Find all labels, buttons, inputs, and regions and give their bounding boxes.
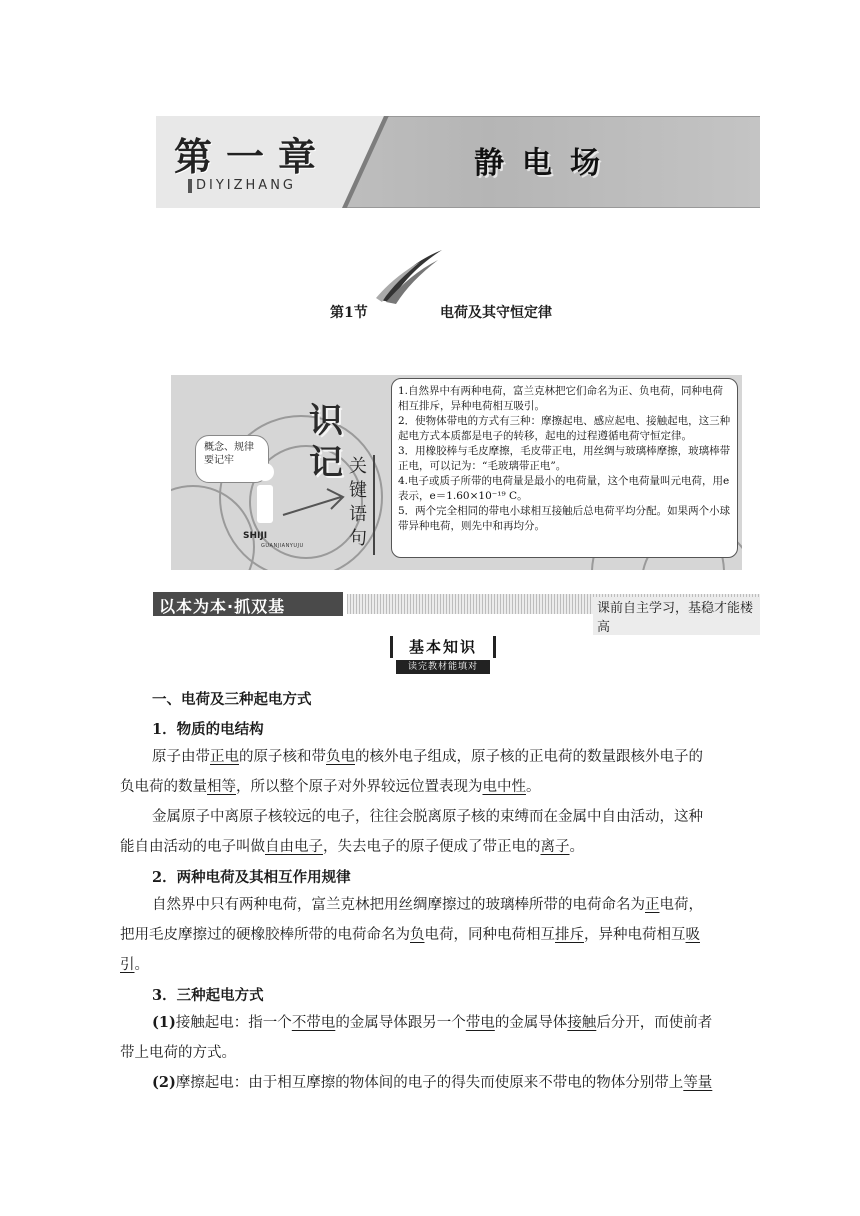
text-run: 电荷，同种电荷相互 xyxy=(424,927,555,943)
text-run: 。 xyxy=(134,957,149,973)
answer-blank: 接触 xyxy=(567,1015,597,1031)
text-run: 负电荷的数量 xyxy=(120,779,207,795)
text-run: ，异种电荷相互 xyxy=(584,927,686,943)
chapter-name: 静电场 xyxy=(474,146,618,181)
answer-blank: 相等 xyxy=(207,779,236,795)
section-number: 第1节 xyxy=(330,305,368,321)
answer-blank: 正 xyxy=(645,897,660,913)
text-run: 把用毛皮摩擦过的硬橡胶棒所带的电荷命名为 xyxy=(120,927,410,943)
key-note: 1.自然界中有两种电荷，富兰克林把它们命名为正、负电荷，同种电荷相互排斥，异种电荷相互吸引。 xyxy=(398,385,724,412)
logo-subtext: GUANJIANYUJU xyxy=(261,543,304,549)
text-run: 的核外电子组成，原子核的正电荷的数量跟核外电子的 xyxy=(355,749,703,765)
paragraph-line xyxy=(152,1068,712,1098)
badge-subtitle: 读完教材能填对 xyxy=(396,660,490,674)
paragraph-line xyxy=(152,802,703,832)
paragraph-line xyxy=(120,950,149,980)
text-run: 后分开，而使前者 xyxy=(596,1015,713,1031)
paragraph-line xyxy=(152,1008,712,1038)
text-run: 。 xyxy=(569,839,584,855)
vertical-char: 键 xyxy=(349,480,367,501)
text-run: 。 xyxy=(526,779,541,795)
bubble-line: 概念、规律 xyxy=(204,442,254,453)
stripe-left-block xyxy=(153,592,343,616)
key-note: 5．两个完全相同的带电小球相互接触后总电荷平均分配。如果两个小球带异种电荷，则先中和再均分。 xyxy=(398,505,731,532)
paragraph-line xyxy=(120,832,584,862)
answer-blank: 负电 xyxy=(326,749,355,765)
answer-blank: 自由电子 xyxy=(265,839,323,855)
text-run: ，失去电子的原子便成了带正电的 xyxy=(323,839,541,855)
stripe-title: 以本为本·抓双基 xyxy=(159,597,286,616)
vertical-divider xyxy=(373,455,375,555)
chapter-pinyin: DIYIZHANG xyxy=(196,178,296,193)
text-run: 接触起电：指一个 xyxy=(175,1015,292,1031)
answer-blank: 负 xyxy=(410,927,425,943)
paragraph-line xyxy=(120,772,541,802)
answer-blank: 电中性 xyxy=(482,779,526,795)
text-run: 的金属导体 xyxy=(494,1015,568,1031)
answer-blank: 离子 xyxy=(540,839,570,855)
paragraph-line xyxy=(120,1038,236,1068)
vertical-char: 语 xyxy=(349,504,367,525)
item-number: (1) xyxy=(152,1014,176,1031)
logo-text: SHIJI xyxy=(243,531,268,541)
chapter-number: 第一章 xyxy=(174,135,331,179)
heading-electric-structure: 1．物质的电结构 xyxy=(152,721,264,738)
text-run: 能自由活动的电子叫做 xyxy=(120,839,265,855)
key-note: 3．用橡胶棒与毛皮摩擦，毛皮带正电，用丝绸与玻璃棒摩擦，玻璃棒带正电，可以记为：“毛玻璃带正电”。 xyxy=(398,445,731,472)
vertical-label xyxy=(349,455,373,551)
person-icon xyxy=(256,463,274,481)
text-run: 电荷， xyxy=(659,897,703,913)
text-run: 原子由带 xyxy=(152,749,210,765)
vertical-char: 句 xyxy=(349,528,367,549)
answer-blank: 吸 xyxy=(685,927,700,943)
answer-blank: 不带电 xyxy=(291,1015,336,1031)
stripe-hatched-bar xyxy=(347,594,760,635)
text-run: 的原子核和带 xyxy=(239,749,326,765)
answer-blank: 等量 xyxy=(683,1075,713,1091)
section-stripe-header xyxy=(153,592,760,635)
heading-three-methods: 3．三种起电方式 xyxy=(152,987,264,1004)
stripe-subtitle: 课前自主学习，基稳才能楼高 xyxy=(593,597,760,635)
heading-section-one: 一、电荷及三种起电方式 xyxy=(152,691,312,708)
text-run: 的金属导体跟另一个 xyxy=(335,1015,466,1031)
key-note: 4.电子或质子所带的电荷量是最小的电荷量，这个电荷量叫元电荷，用e表示，e＝1.60×10⁻¹⁹ C。 xyxy=(398,475,730,502)
badge-title: 基本知识 xyxy=(390,636,496,658)
text-run: 带上电荷的方式。 xyxy=(120,1045,236,1061)
big-char-shi: 识 xyxy=(309,401,343,441)
answer-blank: 带电 xyxy=(465,1015,495,1031)
key-notes-box xyxy=(391,378,738,558)
person-body-shape xyxy=(257,485,273,523)
chapter-banner xyxy=(156,116,760,208)
vertical-char: 关 xyxy=(349,456,367,477)
bubble-line: 要记牢 xyxy=(204,455,234,466)
section-title: 电荷及其守恒定律 xyxy=(440,305,552,321)
swoosh-icon xyxy=(376,248,446,304)
heading-two-charges: 2．两种电荷及其相互作用规律 xyxy=(152,869,351,886)
paragraph-line xyxy=(152,890,703,920)
text-run: 金属原子中离原子核较远的电子，往往会脱离原子核的束缚而在金属中自由活动，这种 xyxy=(152,809,703,825)
text-run: 摩擦起电：由于相互摩擦的物体间的电子的得失而使原来不带电的物体分别带上 xyxy=(175,1075,684,1091)
key-note: 2．使物体带电的方式有三种：摩擦起电、感应起电、接触起电，这三种起电方式本质都是电子的转移，起电的过程遵循电荷守恒定律。 xyxy=(398,415,731,442)
item-number: (2) xyxy=(152,1074,176,1091)
key-points-panel xyxy=(171,375,742,570)
answer-blank: 引 xyxy=(120,957,135,973)
paragraph-line xyxy=(152,742,703,772)
answer-blank: 排斥 xyxy=(555,927,584,943)
paragraph-line xyxy=(120,920,700,950)
text-run: ，所以整个原子对外界较远位置表现为 xyxy=(236,779,483,795)
pinyin-bar-decoration xyxy=(188,179,192,193)
knowledge-badge xyxy=(390,636,496,676)
answer-blank: 正电 xyxy=(210,749,239,765)
text-run: 自然界中只有两种电荷，富兰克林把用丝绸摩擦过的玻璃棒所带的电荷命名为 xyxy=(152,897,645,913)
big-char-ji: 记 xyxy=(309,443,343,483)
